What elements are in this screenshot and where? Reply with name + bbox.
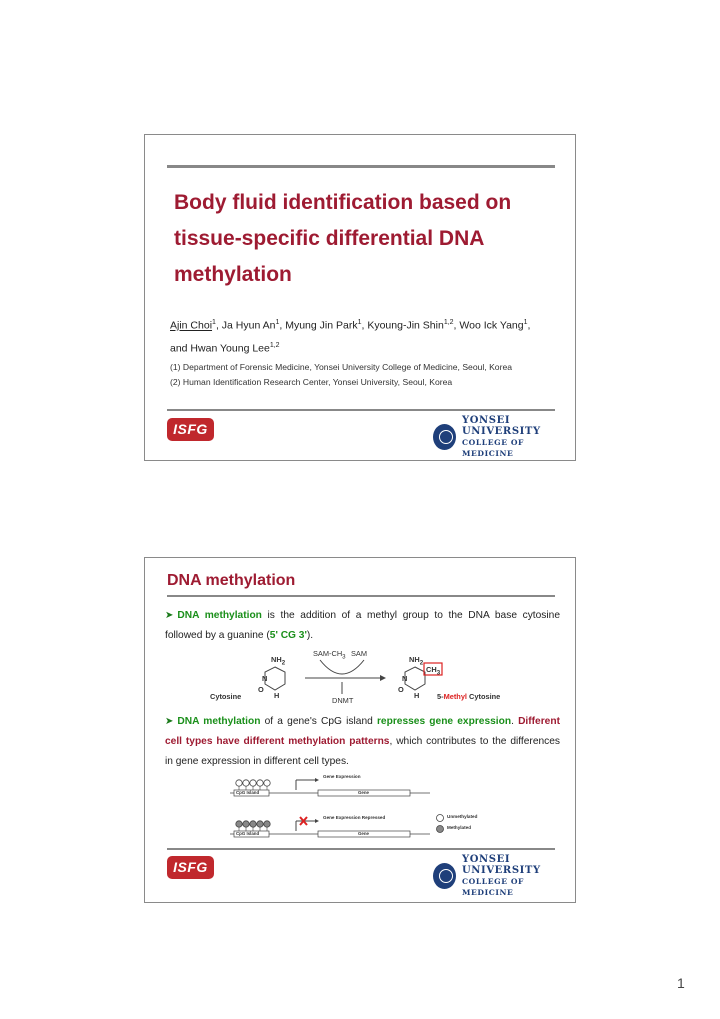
author-sup: 1,2 <box>443 319 454 326</box>
unmethylated-cpg-icon <box>264 780 270 786</box>
gene-label: Gene <box>358 790 369 795</box>
yonsei-seal-icon <box>433 863 456 889</box>
methylated-cpg-icon <box>257 821 263 827</box>
cg-sequence: 5' CG 3' <box>269 630 307 641</box>
author-name: Ajin Choi <box>170 319 213 332</box>
term-cell-types: Different cell types have different methylation patterns <box>165 716 560 747</box>
methyl-cytosine-label: 5-Methyl Cytosine <box>437 692 501 701</box>
author-sup: 1 <box>523 319 528 326</box>
legend-unmethylated-icon <box>437 815 444 822</box>
h-left-label: H <box>274 691 280 700</box>
expression-arrowhead-icon <box>315 778 319 782</box>
author-sup: 1 <box>357 319 362 326</box>
h-right-label: H <box>414 691 420 700</box>
n-right-label: N <box>402 674 408 683</box>
cpg-island-figure <box>230 774 500 843</box>
gene-label: Gene <box>358 831 369 836</box>
sam-label: SAM <box>351 649 368 658</box>
author-name: and Hwan Young Lee <box>170 342 270 354</box>
bullet-text: ). <box>306 630 314 641</box>
term-dna-methylation: DNA methylation <box>177 610 262 621</box>
presentation-title: Body fluid identification based on tissue-specific differential DNA methylation <box>174 191 512 286</box>
author-sup: 1 <box>275 319 280 326</box>
n-left-label: N <box>262 674 268 683</box>
cpg-island-label: CpG Island <box>236 790 260 795</box>
slide-title: DNA methylation <box>167 572 296 589</box>
methylation-reaction-diagram <box>205 650 525 706</box>
term-represses: represses gene expression <box>376 716 512 727</box>
nh2-right-label: $NH_2$ <box>409 655 424 667</box>
bottom-rule <box>167 409 555 411</box>
bullet-text: of a gene's CpG island <box>260 716 377 727</box>
unmethylated-cpg-icon <box>236 780 242 786</box>
title-slide <box>144 134 576 461</box>
unmethylated-cpg-icon <box>250 780 256 786</box>
isfg-logo: ISFG <box>167 856 214 879</box>
nh2-left-label: $NH_2$ <box>271 655 286 667</box>
yonsei-university-label: YONSEI UNIVERSITY <box>461 854 541 876</box>
title-rule <box>167 595 555 597</box>
methylated-cpg-icon <box>236 821 242 827</box>
bullet-arrow-icon: ➤ <box>165 610 174 621</box>
methylated-cpg-icon <box>250 821 256 827</box>
term-dna-methylation: DNA methylation <box>177 716 261 727</box>
isfg-logo: ISFG <box>167 418 214 441</box>
affiliation-2: (2) Human Identification Research Center, Yonsei University, Seoul, Korea <box>170 377 453 387</box>
dnmt-label: DNMT <box>332 696 354 705</box>
author-sup: 1,2 <box>269 341 280 349</box>
bullet-text: is the addition of a methyl group to the DNA base cytosine followed by a guanine ( <box>165 610 560 641</box>
unmethylated-cpg-icon <box>243 780 249 786</box>
author-name: , Ja Hyun An <box>215 319 276 332</box>
methylcytosine-ring <box>405 667 425 690</box>
dna-methylation-slide <box>144 557 576 903</box>
yonsei-university-label: YONSEI UNIVERSITY <box>461 415 541 437</box>
bottom-rule <box>167 848 555 850</box>
author-name: , Myung Jin Park <box>279 319 358 332</box>
yonsei-seal-icon <box>433 424 456 450</box>
gene-expression-repressed-label: Gene Expression Repressed <box>323 815 386 820</box>
ch3-label: $CH_3$ <box>426 665 441 677</box>
cpg-island-label: CpG Island <box>236 831 260 836</box>
bullet-text: . <box>511 716 519 727</box>
page-number: 1 <box>677 975 685 991</box>
yonsei-logo <box>433 854 575 898</box>
author-name: , Woo Ick Yang <box>453 319 524 332</box>
methylated-cpg-icon <box>243 821 249 827</box>
legend-methylated-icon <box>437 826 444 833</box>
o-left-label: O <box>258 685 264 694</box>
sam-ch3-label: SAM-$CH_3$ <box>313 649 346 661</box>
bullet-arrow-icon: ➤ <box>165 716 174 727</box>
o-right-label: O <box>398 685 404 694</box>
legend-unmethylated-label: Unmethylated <box>447 814 478 819</box>
unmethylated-cpg-icon <box>257 780 263 786</box>
college-of-medicine-label: COLLEGE OF MEDICINE <box>461 877 525 897</box>
author-name: , <box>527 319 531 332</box>
cytosine-ring <box>265 667 285 690</box>
bullet-text: , which contributes to the differences in gene expression in different cell types. <box>165 736 561 767</box>
yonsei-logo <box>433 415 575 459</box>
bullet-1 <box>165 606 560 646</box>
gene-expression-label: Gene Expression <box>323 774 361 779</box>
college-of-medicine-label: COLLEGE OF MEDICINE <box>461 438 525 458</box>
top-rule <box>167 165 555 168</box>
reaction-curve <box>320 660 364 674</box>
methylated-cpg-icon <box>264 821 270 827</box>
legend-methylated-label: Methylated <box>447 825 471 830</box>
bullet-2 <box>165 712 560 772</box>
arrowhead-icon <box>380 675 386 681</box>
cytosine-label: Cytosine <box>210 692 242 701</box>
affiliation-1: (1) Department of Forensic Medicine, Yonsei University College of Medicine, Seoul, Korea <box>170 362 513 372</box>
author-list <box>170 313 565 358</box>
author-name: , Kyoung-Jin Shin <box>361 319 444 332</box>
author-sup: 1 <box>212 319 216 326</box>
